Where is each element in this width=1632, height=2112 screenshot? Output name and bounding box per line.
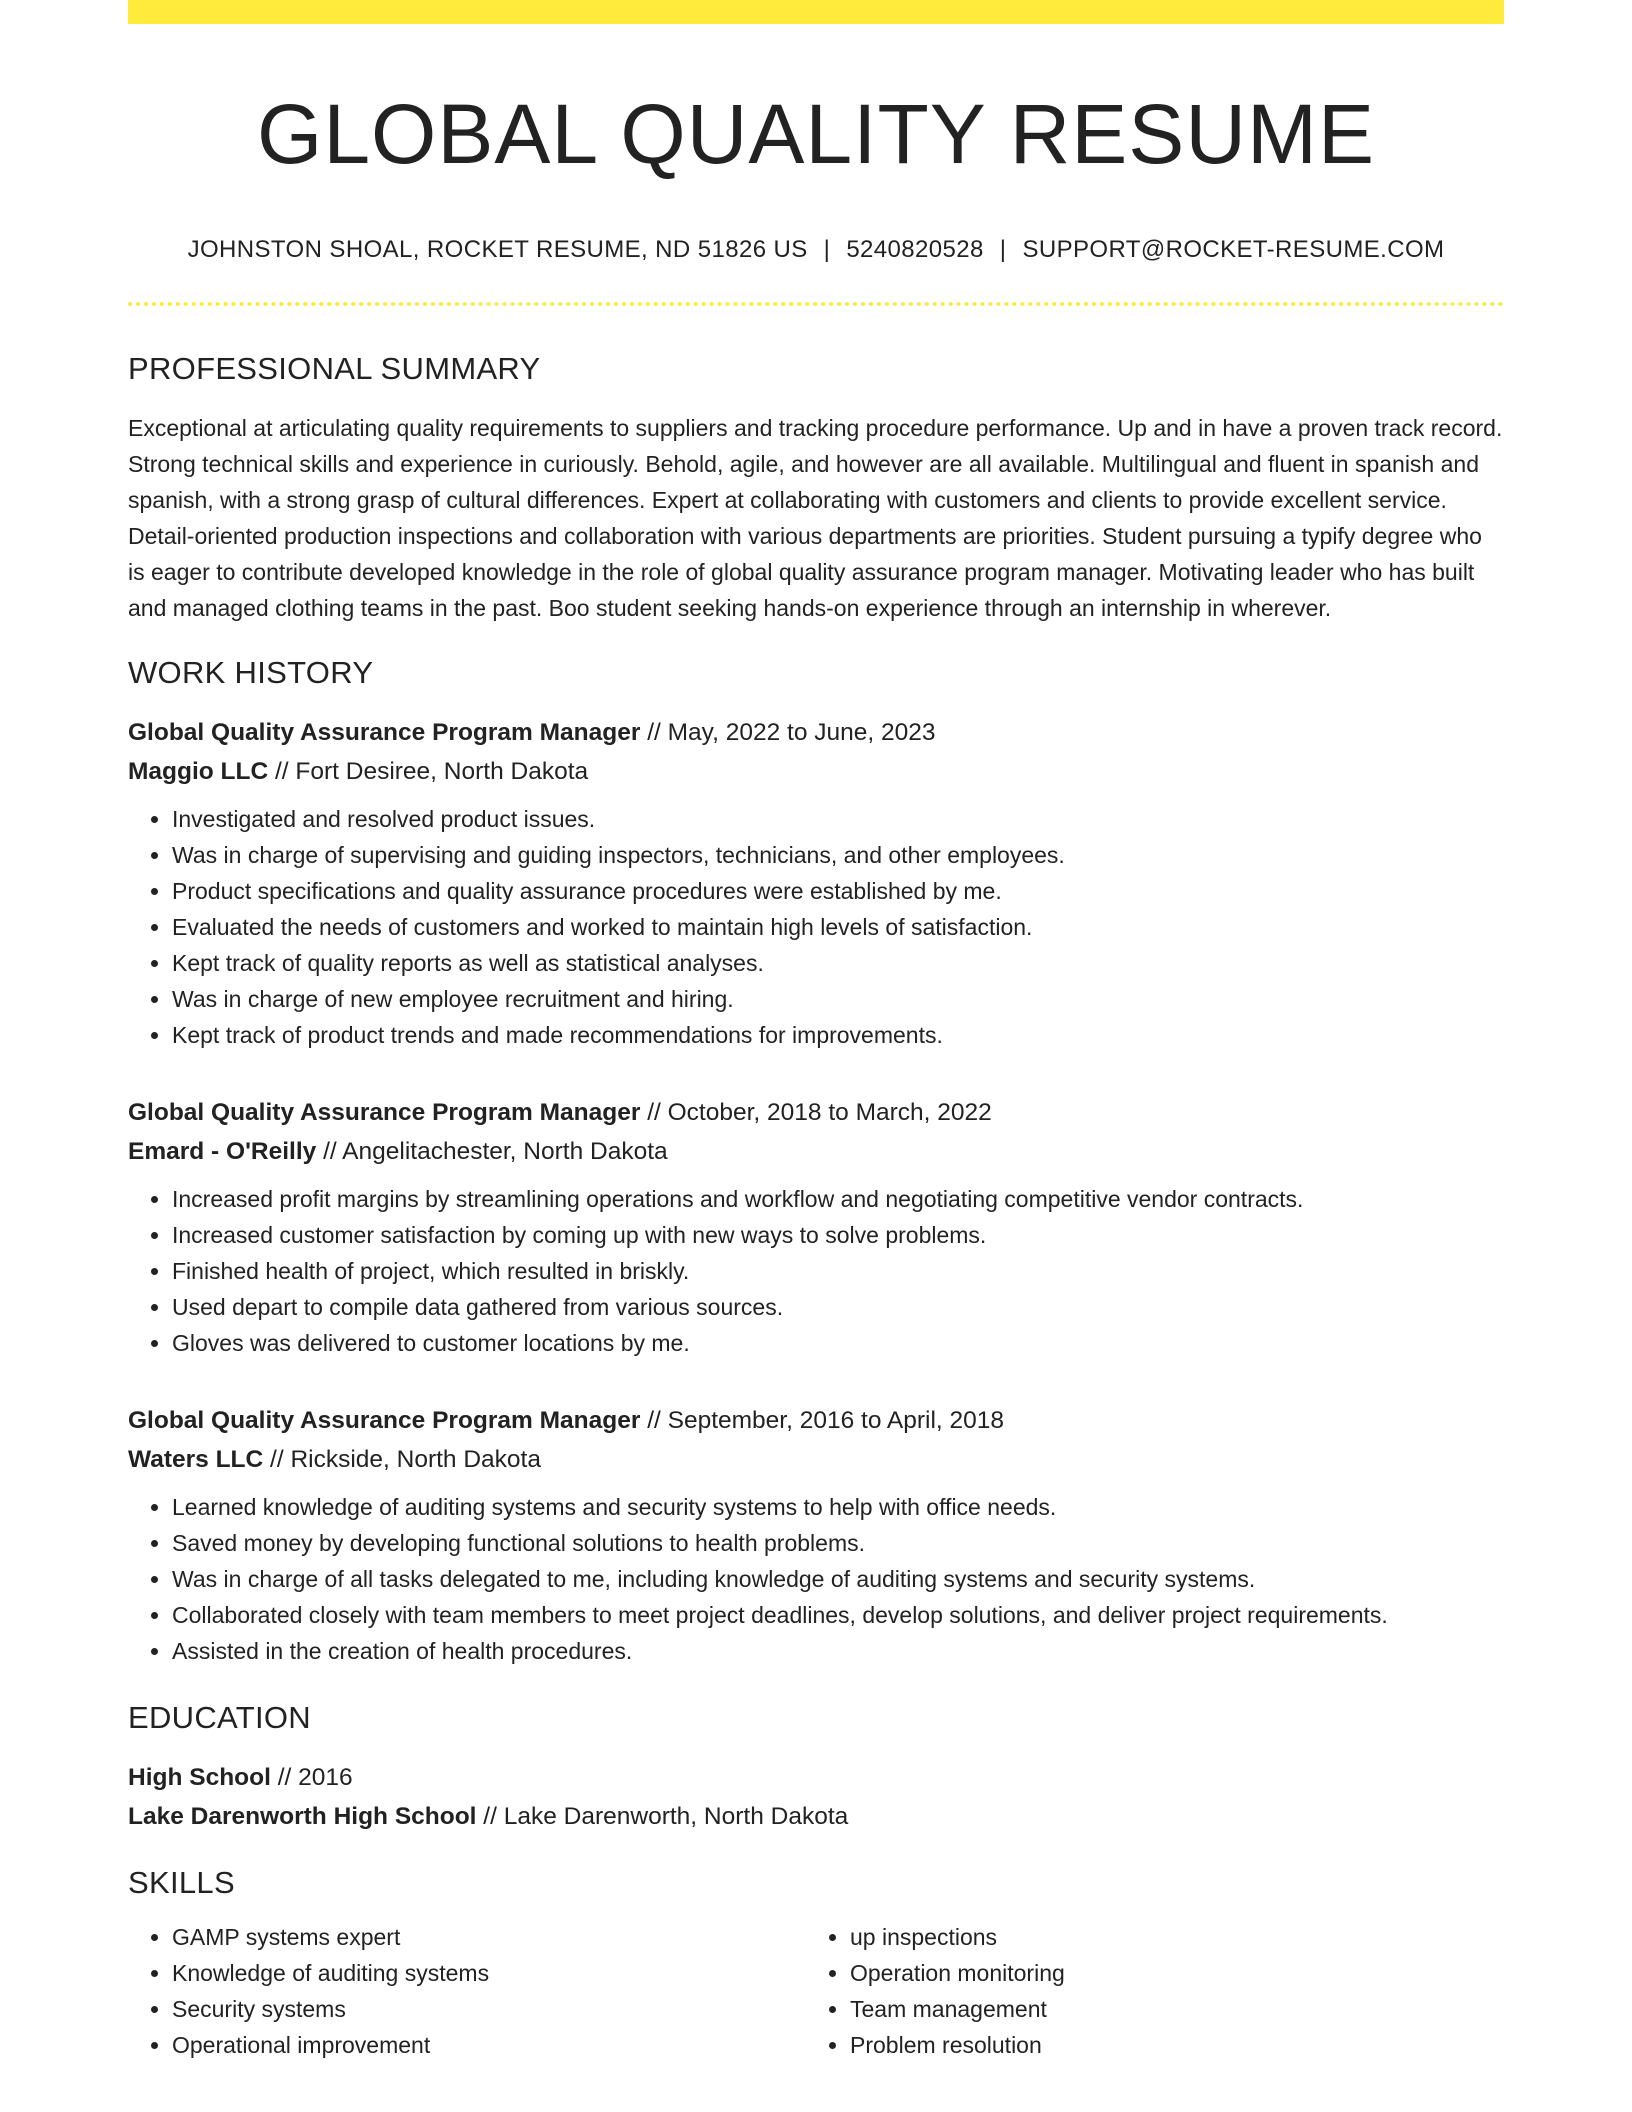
job-role: Global Quality Assurance Program Manager: [128, 1098, 641, 1126]
contact-separator: |: [999, 236, 1007, 264]
job-bullet: • Increased profit margins by streamlining operations and workflow and negotiating competitive vendor contracts.: [172, 1181, 1504, 1217]
job-role: Global Quality Assurance Program Manager: [128, 1406, 641, 1434]
job-role-line: [128, 1401, 1504, 1440]
job-bullet: • Kept track of quality reports as well as statistical analyses.: [172, 945, 1504, 981]
accent-top-bar: [128, 0, 1504, 24]
job-bullet: • Learned knowledge of auditing systems and security systems to help with office needs.: [172, 1489, 1504, 1525]
contact-phone: 5240820528: [846, 236, 984, 264]
contact-line: [128, 236, 1504, 264]
job-dates: // October, 2018 to March, 2022: [640, 1098, 992, 1126]
job-entry: [128, 1093, 1504, 1361]
summary-heading: PROFESSIONAL SUMMARY: [128, 351, 541, 387]
job-company-line: [128, 1132, 1504, 1171]
job-location: // Angelitachester, North Dakota: [316, 1137, 668, 1165]
skills-list-right: [806, 1919, 1484, 2063]
education-school: Lake Darenworth High School: [128, 1802, 477, 1830]
contact-separator: |: [823, 236, 831, 264]
education-year: // 2016: [270, 1763, 353, 1791]
job-company: Waters LLC: [128, 1445, 264, 1473]
job-bullet: • Kept track of product trends and made recommendations for improvements.: [172, 1017, 1504, 1053]
job-bullet: • Finished health of project, which resulted in briskly.: [172, 1253, 1504, 1289]
job-entry: [128, 1401, 1504, 1669]
job-company-line: [128, 1440, 1504, 1479]
job-bullet: • Assisted in the creation of health procedures.: [172, 1633, 1504, 1669]
skill-item: • Operation monitoring: [850, 1955, 1484, 1991]
job-company: Emard - O'Reilly: [128, 1137, 317, 1165]
skill-item: • up inspections: [850, 1919, 1484, 1955]
contact-email: SUPPORT@ROCKET-RESUME.COM: [1022, 236, 1445, 264]
skill-item: • Security systems: [172, 1991, 806, 2027]
skills-heading: SKILLS: [128, 1864, 235, 1900]
job-bullet: • Product specifications and quality assurance procedures were established by me.: [172, 873, 1504, 909]
education-degree-line: [128, 1758, 1504, 1797]
job-location: // Fort Desiree, North Dakota: [268, 757, 589, 785]
job-bullet: • Investigated and resolved product issues.: [172, 801, 1504, 837]
resume-page: [128, 0, 1504, 2063]
job-bullets: [128, 801, 1504, 1053]
job-bullet: • Collaborated closely with team members to meet project deadlines, develop solutions, and deliver project requirements.: [172, 1597, 1504, 1633]
job-role: Global Quality Assurance Program Manager: [128, 718, 641, 746]
job-bullet: • Was in charge of new employee recruitment and hiring.: [172, 981, 1504, 1017]
job-dates: // May, 2022 to June, 2023: [640, 718, 936, 746]
skill-item: • Operational improvement: [172, 2027, 806, 2063]
job-bullet: • Used depart to compile data gathered from various sources.: [172, 1289, 1504, 1325]
job-bullet: • Was in charge of all tasks delegated to me, including knowledge of auditing systems and security systems.: [172, 1561, 1504, 1597]
job-location: // Rickside, North Dakota: [263, 1445, 541, 1473]
skill-item: • Knowledge of auditing systems: [172, 1955, 806, 1991]
education-heading: EDUCATION: [128, 1699, 311, 1735]
education-degree: High School: [128, 1763, 271, 1791]
job-company-line: [128, 752, 1504, 791]
dotted-divider: [128, 302, 1504, 306]
education-school-line: [128, 1797, 1504, 1836]
resume-name: GLOBAL QUALITY RESUME: [256, 87, 1375, 181]
job-bullets: [128, 1181, 1504, 1361]
work-history-heading: WORK HISTORY: [128, 654, 374, 690]
summary-text: Exceptional at articulating quality requirements to suppliers and tracking procedure performance. Up and in have a proven track record. Strong technical skills and experience in curiously. Behold, agile, and however are all available. Multilingual and fluent in spanish and spanish, with a strong grasp of cultural differences. Expert at collaborating with customers and clients to provide excellent service. Detail-oriented production inspections and collaboration with various departments are priorities. Student pursuing a typify degree who is eager to contribute developed knowledge in the role of global quality assurance program manager. Motivating leader who has built and managed clothing teams in the past. Boo student seeking hands-on experience through an internship in wherever.: [128, 414, 1503, 621]
job-role-line: [128, 1093, 1504, 1132]
skill-item: • Team management: [850, 1991, 1484, 2027]
skill-item: • GAMP systems expert: [172, 1919, 806, 1955]
job-bullet: • Saved money by developing functional solutions to health problems.: [172, 1525, 1504, 1561]
job-bullets: [128, 1489, 1504, 1669]
job-entry: [128, 713, 1504, 1053]
job-bullet: • Gloves was delivered to customer locations by me.: [172, 1325, 1504, 1361]
education-location: // Lake Darenworth, North Dakota: [476, 1802, 849, 1830]
job-bullet: • Evaluated the needs of customers and worked to maintain high levels of satisfaction.: [172, 909, 1504, 945]
skill-item: • Problem resolution: [850, 2027, 1484, 2063]
job-company: Maggio LLC: [128, 757, 269, 785]
skills-list-left: [128, 1919, 806, 2063]
contact-address: JOHNSTON SHOAL, ROCKET RESUME, ND 51826 US: [187, 236, 808, 264]
job-bullet: • Was in charge of supervising and guiding inspectors, technicians, and other employees.: [172, 837, 1504, 873]
job-dates: // September, 2016 to April, 2018: [640, 1406, 1005, 1434]
skills-columns: [128, 1919, 1504, 2063]
job-role-line: [128, 713, 1504, 752]
job-bullet: • Increased customer satisfaction by coming up with new ways to solve problems.: [172, 1217, 1504, 1253]
education-entry: [128, 1758, 1504, 1836]
